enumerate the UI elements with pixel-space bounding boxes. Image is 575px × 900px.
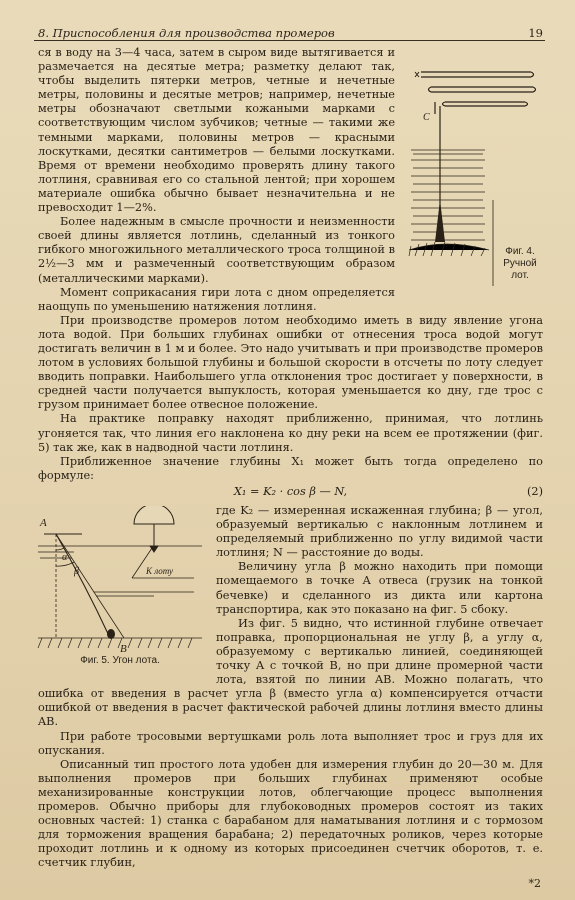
label-k-lotu: К лоту: [146, 566, 174, 576]
formula-2: [38, 485, 543, 499]
page-header: [38, 22, 543, 40]
fig4-caption-line: лот.: [511, 270, 529, 281]
lead-drift-drawing: [34, 506, 206, 654]
figure-5: [34, 506, 206, 676]
paragraph-5: На практике поправку находят приближенно, принимая, что лотлинь угоняется так, что линия его наклонена ко дну реки на всем ее протяжении (фиг. 5) так же, как в надводной части лотлиня.: [38, 412, 543, 454]
label-beta: β: [74, 566, 79, 577]
page-number: 19: [528, 26, 543, 40]
paragraph-7: где K₂ — измеренная искаженная глубина; β — угол, образуемый вертикалью с наклонным лотлинем и определяемый приближенно по углу видимой части лотлиня; N — расстояние до воды.: [216, 504, 543, 560]
paragraph-2: Более надежным в смысле прочности и неизменности своей длины является лотлинь, сделанный из тонкого гибкого многожильного металлического троса толщиной в 2½—3 мм и размеченный соответствующим образом (металлическими марками).: [38, 215, 395, 285]
signature-mark: *2: [528, 877, 541, 890]
page-body: [38, 46, 543, 870]
label-a: А: [40, 517, 47, 529]
paragraph-3: Момент соприкасания гири лота с дном определяется наощупь по уменьшению натяжения лотлиня.: [38, 285, 395, 313]
paragraph-6: Приближенное значение глубины X₁ может быть тогда определено по формуле:: [38, 454, 543, 482]
figure-4: [405, 50, 543, 288]
figure-4-caption: [495, 246, 545, 282]
header-rule: [34, 40, 545, 41]
formula-text: X₁ = K₂ · cos β — N,: [233, 484, 348, 498]
formula-number: (2): [526, 484, 543, 498]
fig4-caption-line: Ручной: [503, 258, 537, 269]
paragraph-11: Описанный тип простого лота удобен для измерения глубин до 20—30 м. Для выполнения промеров при больших глубинах применяют особые механизированные конструкции лотов, облегчающие процесс выполнения промеров. Обычно приборы для глубоководных промеров состоят из таких основных частей: 1) станка с барабаном для наматывания лотлиня и с тормозом для торможения вращения барабана; 2) передаточных роликов, через которые проходит лотлинь и к одному из которых присоединен счетчик оборотов, т. е. счетчик глубин,: [38, 757, 543, 870]
paragraph-1: ся в воду на 3—4 часа, затем в сыром виде вытягивается и размечается на десятые метра; разметку делают так, чтобы выделить пятерки метров, четные и нечетные метры, половины и десятые метров; например, нечетные метры обозначают светлыми кожаными марками с соответствующим числом зубчиков; четные — такими же темными марками, половины метров — красными лоскутками, десятки сантиметров — белыми лоскутками. Время от времени необходимо проверять длину такого лотлиня, сравнивая его со стальной лентой; при хорошем материале ошибка обычно бывает незначительна и не превосходит 1—2%.: [38, 46, 395, 215]
paragraph-4: При производстве промеров лотом необходимо иметь в виду явление угона лота водой. При больших глубинах ошибки от отнесения троса водой могут достигать величин в 1 м и более. Это надо учитывать и при производстве промеров лотом в условиях большой глубины и большой скорости в отсчеты по лоту следует вводить поправки. Наибольшего угла отклонения трос достигает у поверхности, в средней части получается выпуклость, которая уменьшается ко дну, где трос с грузом принимает более отвесное положение.: [38, 313, 543, 412]
label-alpha: α: [62, 552, 68, 563]
fig4-caption-line: Фиг. 4.: [505, 246, 535, 257]
paragraph-10: При работе тросовыми вертушками роль лота выполняет трос и груз для их опускания.: [38, 729, 543, 757]
paragraph-8: Величину угла β можно находить при помощи помещаемого в точке A отвеса (грузик на тонкой бечевке) и сделанного из дикта или картона транспортира, как это показано на фиг. 5 сбоку.: [216, 560, 543, 616]
running-title: 8. Приспособления для производства промеров: [38, 26, 335, 40]
label-c: С: [423, 112, 430, 123]
paragraph-9: Из фиг. 5 видно, что истинной глубине отвечает поправка, пропорциональная не углу β, а углу α, образуемому с вертикалью линией, соединяющей точку A с точкой B, но при длине промерной части лота, взятой по линии AB. Можно полагать, что ошибка от введения в расчет угла β (вместо угла α) компенсируется отчасти ошибкой от введения в расчет фактической рабочей длины лотлиня вместо длины AB.: [38, 616, 543, 729]
figure-5-caption: Фиг. 5. Угон лота.: [80, 655, 160, 666]
label-b: В: [120, 643, 127, 654]
